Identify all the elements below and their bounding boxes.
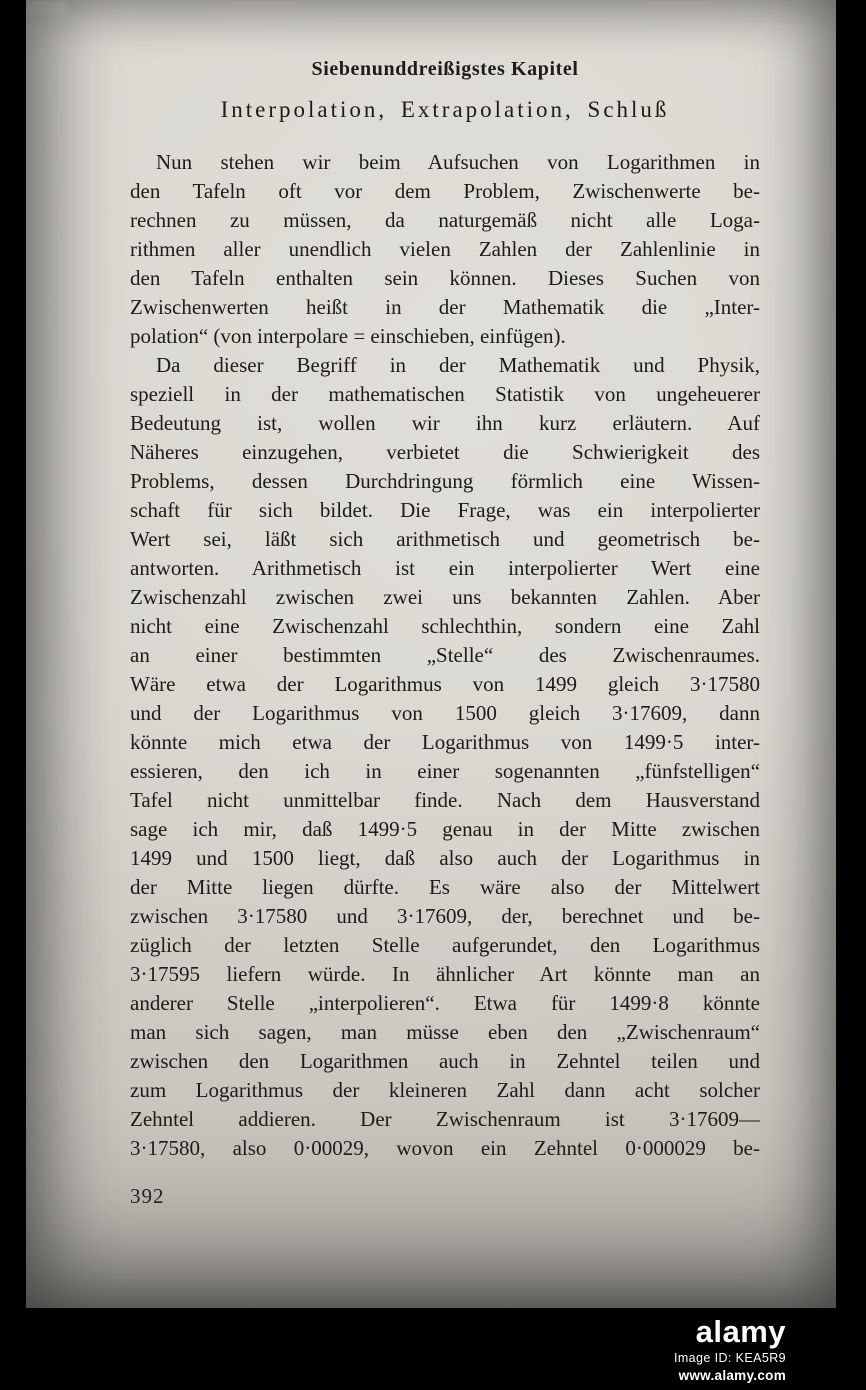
page-content <box>130 56 760 1163</box>
text-line: Wäre etwa der Logarithmus von 1499 gleich 3·17580 <box>130 672 760 696</box>
watermark-stack <box>674 1316 786 1383</box>
text-line: Zwischenwerten heißt in der Mathematik die „Inter- <box>130 295 760 319</box>
text-line: 3·17595 liefern würde. In ähnlicher Art könnte man an <box>130 962 760 986</box>
text-line: züglich der letzten Stelle aufgerundet, den Logarithmus <box>130 933 760 957</box>
text-line: polation“ (von interpolare = einschieben, einfügen). <box>130 324 566 348</box>
text-line: Wert sei, läßt sich arithmetisch und geometrisch be- <box>130 527 760 551</box>
text-line: Zehntel addieren. Der Zwischenraum ist 3·17609— <box>130 1107 760 1131</box>
paragraph <box>130 148 760 351</box>
text-line: und der Logarithmus von 1500 gleich 3·17609, dann <box>130 701 760 725</box>
chapter-header: Siebenunddreißigstes Kapitel <box>311 58 579 80</box>
body-text <box>130 148 760 1163</box>
text-line: schaft für sich bildet. Die Frage, was ein interpolierter <box>130 498 760 522</box>
text-line: essieren, den ich in einer sogenannten „fünfstelligen“ <box>130 759 760 783</box>
text-line: zwischen den Logarithmen auch in Zehntel teilen und <box>130 1049 760 1073</box>
text-line: Näheres einzugehen, verbietet die Schwierigkeit des <box>130 440 760 464</box>
text-line: Tafel nicht unmittelbar finde. Nach dem Hausverstand <box>130 788 760 812</box>
text-line: zwischen 3·17580 und 3·17609, der, berechnet und be- <box>130 904 760 928</box>
text-line: rithmen aller unendlich vielen Zahlen der Zahlenlinie in <box>130 237 760 261</box>
text-line: rechnen zu müssen, da naturgemäß nicht alle Loga- <box>130 208 760 232</box>
scan-corner-highlight <box>26 0 66 14</box>
text-line: den Tafeln oft vor dem Problem, Zwischenwerte be- <box>130 179 760 203</box>
text-line: nicht eine Zwischenzahl schlechthin, sondern eine Zahl <box>130 614 760 638</box>
paragraph <box>130 351 760 1163</box>
text-line: könnte mich etwa der Logarithmus von 1499·5 inter- <box>130 730 760 754</box>
text-line: sage ich mir, daß 1499·5 genau in der Mitte zwischen <box>130 817 760 841</box>
watermark-bar <box>0 1308 866 1390</box>
text-line: Problems, dessen Durchdringung förmlich eine Wissen- <box>130 469 760 493</box>
text-line: speziell in der mathematischen Statistik von ungeheuerer <box>130 382 760 406</box>
text-line: der Mitte liegen dürfte. Es wäre also der Mittelwert <box>130 875 760 899</box>
book-page <box>26 0 836 1308</box>
text-line: den Tafeln enthalten sein können. Dieses Suchen von <box>130 266 760 290</box>
text-line: Da dieser Begriff in der Mathematik und Physik, <box>156 353 760 377</box>
text-line: 3·17580, also 0·00029, wovon ein Zehntel 0·000029 be- <box>130 1136 760 1160</box>
page-number: 392 <box>130 1184 165 1208</box>
alamy-logo: alamy <box>695 1314 786 1349</box>
chapter-title: Interpolation, Extrapolation, Schluß <box>220 97 670 122</box>
text-line: antworten. Arithmetisch ist ein interpolierter Wert eine <box>130 556 760 580</box>
image-id-label: Image ID: KEA5R9 <box>673 1351 786 1365</box>
text-line: Nun stehen wir beim Aufsuchen von Logarithmen in <box>156 150 760 174</box>
text-line: anderer Stelle „interpolieren“. Etwa für 1499·8 könnte <box>130 991 760 1015</box>
text-line: Bedeutung ist, wollen wir ihn kurz erläutern. Auf <box>130 411 760 435</box>
text-line: 1499 und 1500 liegt, daß also auch der Logarithmus in <box>130 846 760 870</box>
alamy-url: www.alamy.com <box>678 1368 786 1383</box>
text-line: an einer bestimmten „Stelle“ des Zwischenraumes. <box>130 643 760 667</box>
text-line: zum Logarithmus der kleineren Zahl dann acht solcher <box>130 1078 760 1102</box>
text-line: man sich sagen, man müsse eben den „Zwischenraum“ <box>130 1020 760 1044</box>
text-line: Zwischenzahl zwischen zwei uns bekannten Zahlen. Aber <box>130 585 760 609</box>
